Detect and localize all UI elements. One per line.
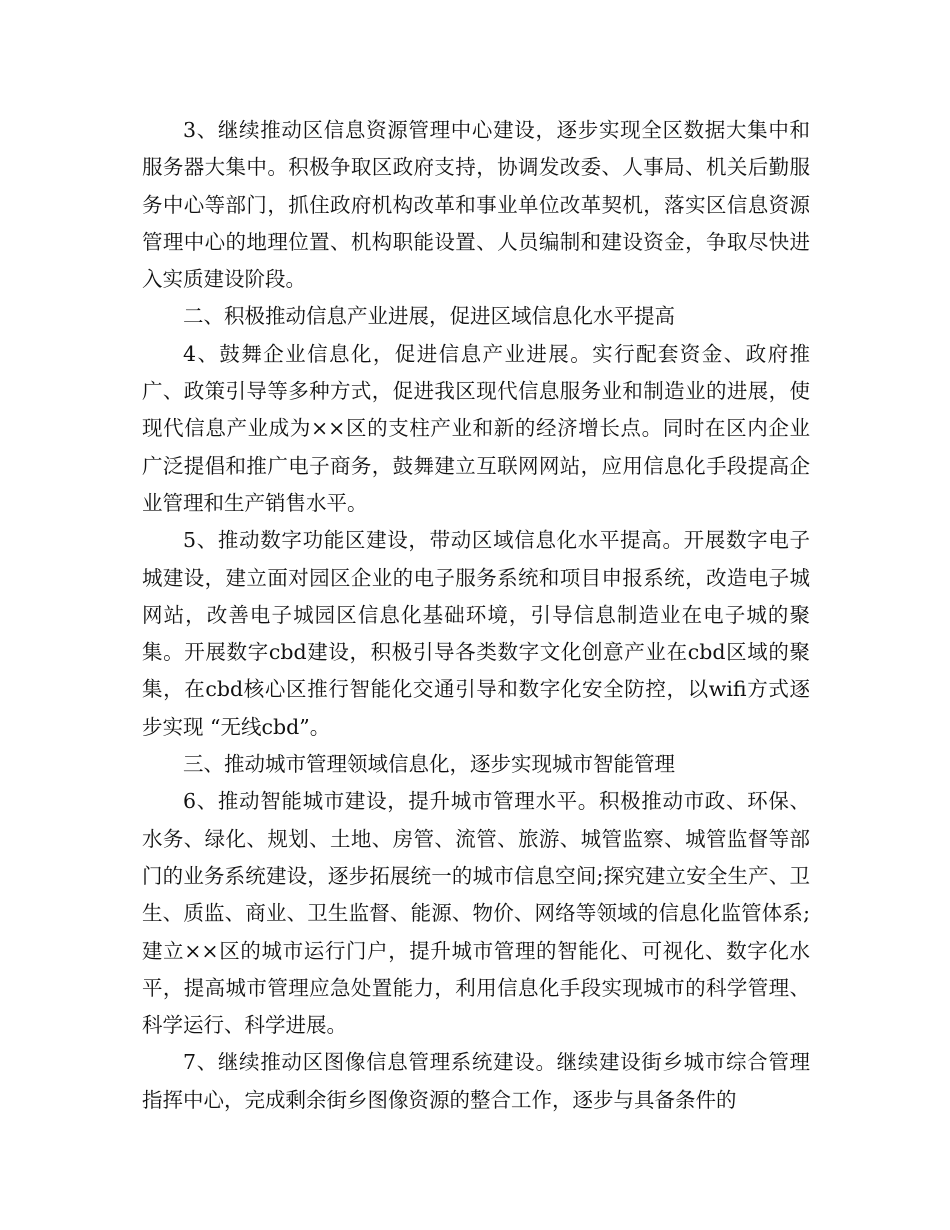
paragraph-item-4: 4、鼓舞企业信息化，促进信息产业进展。实行配套资金、政府推广、政策引导等多种方式，促进我区现代信息服务业和制造业的进展，使现代信息产业成为××区的支柱产业和新的经济增长点。同时在区内企业广泛提倡和推广电子商务，鼓舞建立互联网网站，应用信息化手段提高企业管理和生产销售水平。 [142, 341, 810, 515]
paragraph-item-5: 5、推动数字功能区建设，带动区域信息化水平提高。开展数字电子城建设，建立面对园区企业的电子服务系统和项目申报系统，改造电子城网站，改善电子城园区信息化基础环境，引导信息制造业在电子城的聚集。开展数字cbd建设，积极引导各类数字文化创意产业在cbd区域的聚集，在cbd核心区推行智能化交通引导和数字化安全防控，以wifi方式逐步实现 “无线cbd”。 [142, 528, 810, 739]
paragraph-item-3: 3、继续推动区信息资源管理中心建设，逐步实现全区数据大集中和服务器大集中。积极争取区政府支持，协调发改委、人事局、机关后勤服务中心等部门，抓住政府机构改革和事业单位改革契机，落实区信息资源管理中心的地理位置、机构职能设置、人员编制和建设资金，争取尽快进入实质建设阶段。 [142, 118, 810, 292]
paragraph-item-6: 6、推动智能城市建设，提升城市管理水平。积极推动市政、环保、水务、绿化、规划、土地、房管、流管、旅游、城管监察、城管监督等部门的业务系统建设，逐步拓展统一的城市信息空间;探究建立安全生产、卫生、质监、商业、卫生监督、能源、物价、网络等领域的信息化监管体系;建立××区的城市运行门户，提升城市管理的智能化、可视化、数字化水平，提高城市管理应急处置能力，利用信息化手段实现城市的科学管理、科学运行、科学进展。 [142, 789, 810, 1038]
section-heading-3: 三、推动城市管理领域信息化，逐步实现城市智能管理 [183, 752, 675, 777]
section-heading-2: 二、积极推动信息产业进展，促进区域信息化水平提高 [183, 304, 675, 329]
paragraph-item-7: 7、继续推动区图像信息管理系统建设。继续建设街乡城市综合管理指挥中心，完成剩余街乡图像资源的整合工作，逐步与具备条件的 [142, 1050, 810, 1112]
